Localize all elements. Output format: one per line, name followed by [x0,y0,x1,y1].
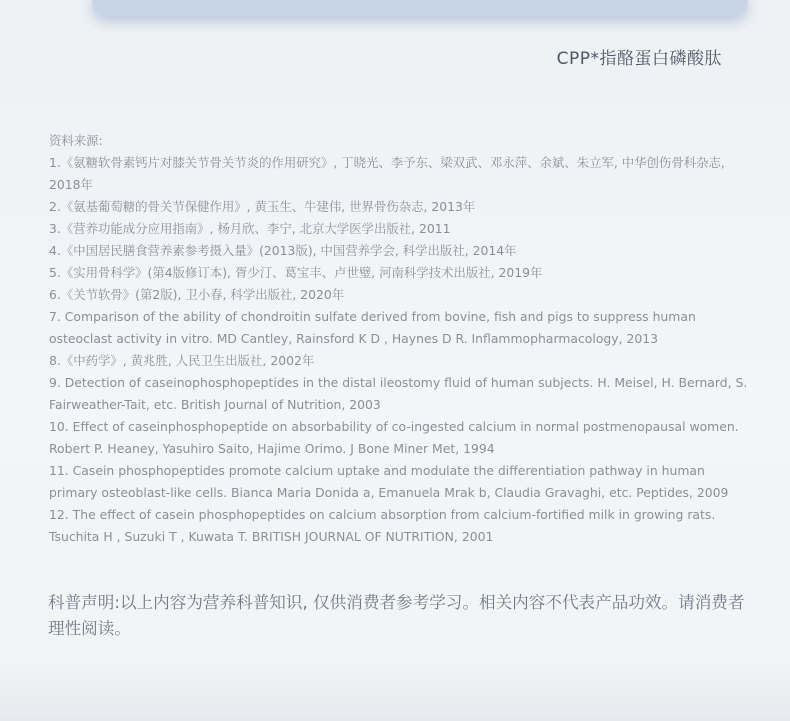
reference-item-7: 7. Comparison of the ability of chondroitin sulfate derived from bovine, fish and pigs to suppress human osteoclast activity in vitro. MD Cantley, Rainsford K D , Haynes D R. Inflammopharmacology, 2013 [49,309,696,346]
reference-item-12: 12. The effect of casein phosphopeptides on calcium absorption from calcium-fortified milk in growing rats. Tsuchita H , Suzuki T , Kuwata T. BRITISH JOURNAL OF NUTRITION, 2001 [49,507,716,544]
reference-item-2: 2.《氨基葡萄糖的骨关节保健作用》, 黄玉生、牛建伟, 世界骨伤杂志, 2013年 [49,199,476,214]
reference-item-9: 9. Detection of caseinophosphopeptides in the distal ileostomy fluid of human subjects. H. Meisel, H. Bernard, S. Fairweather-Tait, etc. British Journal of Nutrition, 2003 [49,375,748,412]
reference-item-1: 1.《氨糖软骨素钙片对膝关节骨关节炎的作用研究》, 丁晓光、李予东、梁双武、邓永萍、余斌、朱立军, 中华创伤骨科杂志, 2018年 [49,155,725,192]
reference-item-10: 10. Effect of caseinphosphopeptide on absorbability of co-ingested calcium in normal postmenopausal women. Robert P. Heaney, Yasuhiro Saito, Hajime Orimo. J Bone Miner Met, 1994 [49,419,739,456]
reference-item-8: 8.《中药学》, 黄兆胜, 人民卫生出版社, 2002年 [49,353,315,368]
top-image-edge [92,0,748,16]
references-section [49,130,753,548]
product-caption: CPP*指酪蛋白磷酸肽 [556,49,722,69]
reference-item-5: 5.《实用骨科学》(第4版修订本), 胥少汀、葛宝丰、卢世璧, 河南科学技术出版社, 2019年 [49,265,543,280]
science-disclaimer: 科普声明:以上内容为营养科普知识, 仅供消费者参考学习。相关内容不代表产品功效。请消费者理性阅读。 [48,593,745,638]
reference-item-6: 6.《关节软骨》(第2版), 卫小春, 科学出版社, 2020年 [49,287,345,302]
reference-item-11: 11. Casein phosphopeptides promote calcium uptake and modulate the differentiation pathway in human primary osteoblast-like cells. Bianca Maria Donida a, Emanuela Mrak b, Claudia Gravaghi, etc. Peptides, 2009 [49,463,729,500]
bottom-fade [0,661,790,721]
reference-item-4: 4.《中国居民膳食营养素参考摄入量》(2013版), 中国营养学会, 科学出版社, 2014年 [49,243,517,258]
reference-item-3: 3.《营养功能成分应用指南》, 杨月欣、李宁, 北京大学医学出版社, 2011 [49,221,451,236]
references-heading: 资料来源: [49,133,103,148]
